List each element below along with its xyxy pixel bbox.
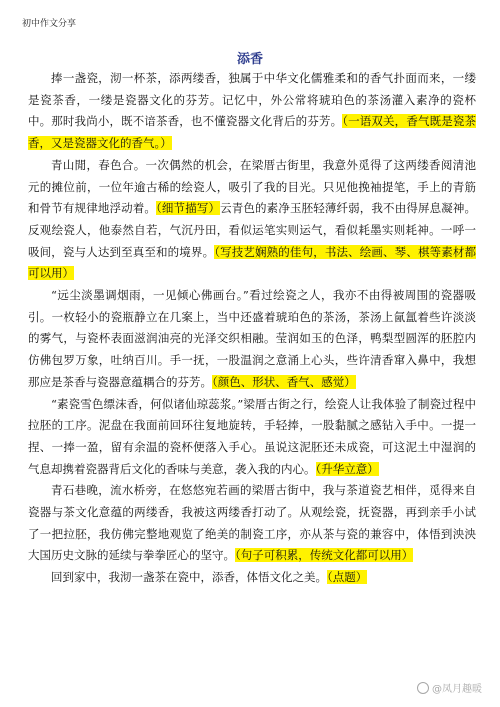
paragraph-2	[28, 155, 476, 285]
annotation-note: （句子可积累，传统文化都可以用）	[235, 548, 414, 563]
annotation-note: （写技艺娴熟的佳句，书法、绘画、琴、棋等素材都可以用）	[28, 244, 477, 281]
watermark-text: @凤月趣暖	[432, 684, 482, 695]
paragraph-5	[28, 480, 476, 567]
paragraph-3	[28, 285, 476, 394]
paragraph-1	[28, 68, 476, 155]
page-header: 初中作文分享	[22, 19, 77, 29]
annotation-note: （升华立意）	[315, 461, 379, 476]
essay-title: 添香	[236, 52, 263, 67]
paragraph-text: “远尘淡墨调烟雨，一见倾心佛画台。”看过绘瓷之人，我亦不由得被周围的瓷器吸引。一枚轻小的瓷瓶静立在几案上，当中还盛着琥珀色的茶汤，茶汤上氤氲着些许淡淡的雾气，与瓷杯表面滋润油亮的光泽交织相融。莹润如玉的色泽，鸭梨型圆浑的胚腔内仿佛包罗万象，吐纳百川。手一抚，一股温润之意涌上心头，些许清香窜入鼻中，我想那应是茶香与瓷器意蕴耦合的芬芳。	[28, 288, 476, 389]
paragraph-4	[28, 394, 476, 481]
paragraph-text: 捧一盏瓷，沏一杯茶，添两缕香，独属于中华文化儒雅柔和的香气扑面而来，一缕是瓷茶香，一缕是瓷器文化的芬芳。记忆中，外公常将琥珀色的茶汤灌入素净的瓷杯中。那时我尚小，既不谙茶香，也不懂瓷器文化背后的芬芳。	[28, 71, 476, 129]
annotation-note: （一语双关，香气既是瓷茶香，又是瓷器文化的香气。）	[28, 114, 477, 151]
paragraph-text: “素瓷雪色缥沫香，何似诸仙琼蕊浆。”梁厝古街之行，绘瓷人让我体验了制瓷过程中拉胚的工序。泥盘在我面前回环往复地旋转，手轻捧，一股黏腻之感钻入手中。一提一捏、一捧一盈，留有余温的瓷杯便落入手心。虽说这泥胚还未成瓷，可这泥土中湿润的气息却携着瓷器背后文化的香味与美意，袭入我的内心。	[28, 396, 476, 476]
paragraph-text: 青石巷晚，流水桥旁，在悠悠宛若画的梁厝古街中，我与茶道瓷艺相伴，觅得来自瓷器与茶文化意蕴的两缕香，我被这两缕香打动了。从观绘瓷，抚瓷器，再到亲手小试了一把拉胚，我仿佛完整地观览了绝美的制瓷工序，亦从茶与瓷的兼容中，体悟到泱泱大国历史文脉的延续与拳拳匠心的坚守。	[28, 483, 476, 563]
paragraph-text: 云青色的素净玉胚轻薄纤弱，我不由得屏息凝神。反观绘瓷人，他泰然自若，气沉丹田，看似运笔实则运气，看似耗墨实则耗神。一呼一吸间，瓷与人达到至真至和的境界。	[28, 201, 477, 259]
annotation-note: （颜色、形状、香气、感觉）	[212, 374, 356, 389]
paragraph-6	[28, 567, 476, 589]
essay-body	[28, 68, 476, 589]
watermark	[417, 680, 482, 695]
annotation-note: （点题）	[327, 570, 368, 585]
watermark-logo-icon	[417, 682, 429, 694]
paragraph-text: 回到家中，我沏一盏茶在瓷中，添香，体悟文化之美。	[51, 570, 327, 585]
paragraph-text: 青山閒，春色合。一次偶然的机会，在梁厝古街里，我意外觅得了这两缕香阅清池元的摊位前，一位年逾古稀的绘瓷人，吸引了我的目光。只见他挽袖提笔，手上的青筋和骨节有规律地浮动着。	[28, 157, 476, 216]
annotation-note: （细节描写）	[156, 201, 221, 216]
